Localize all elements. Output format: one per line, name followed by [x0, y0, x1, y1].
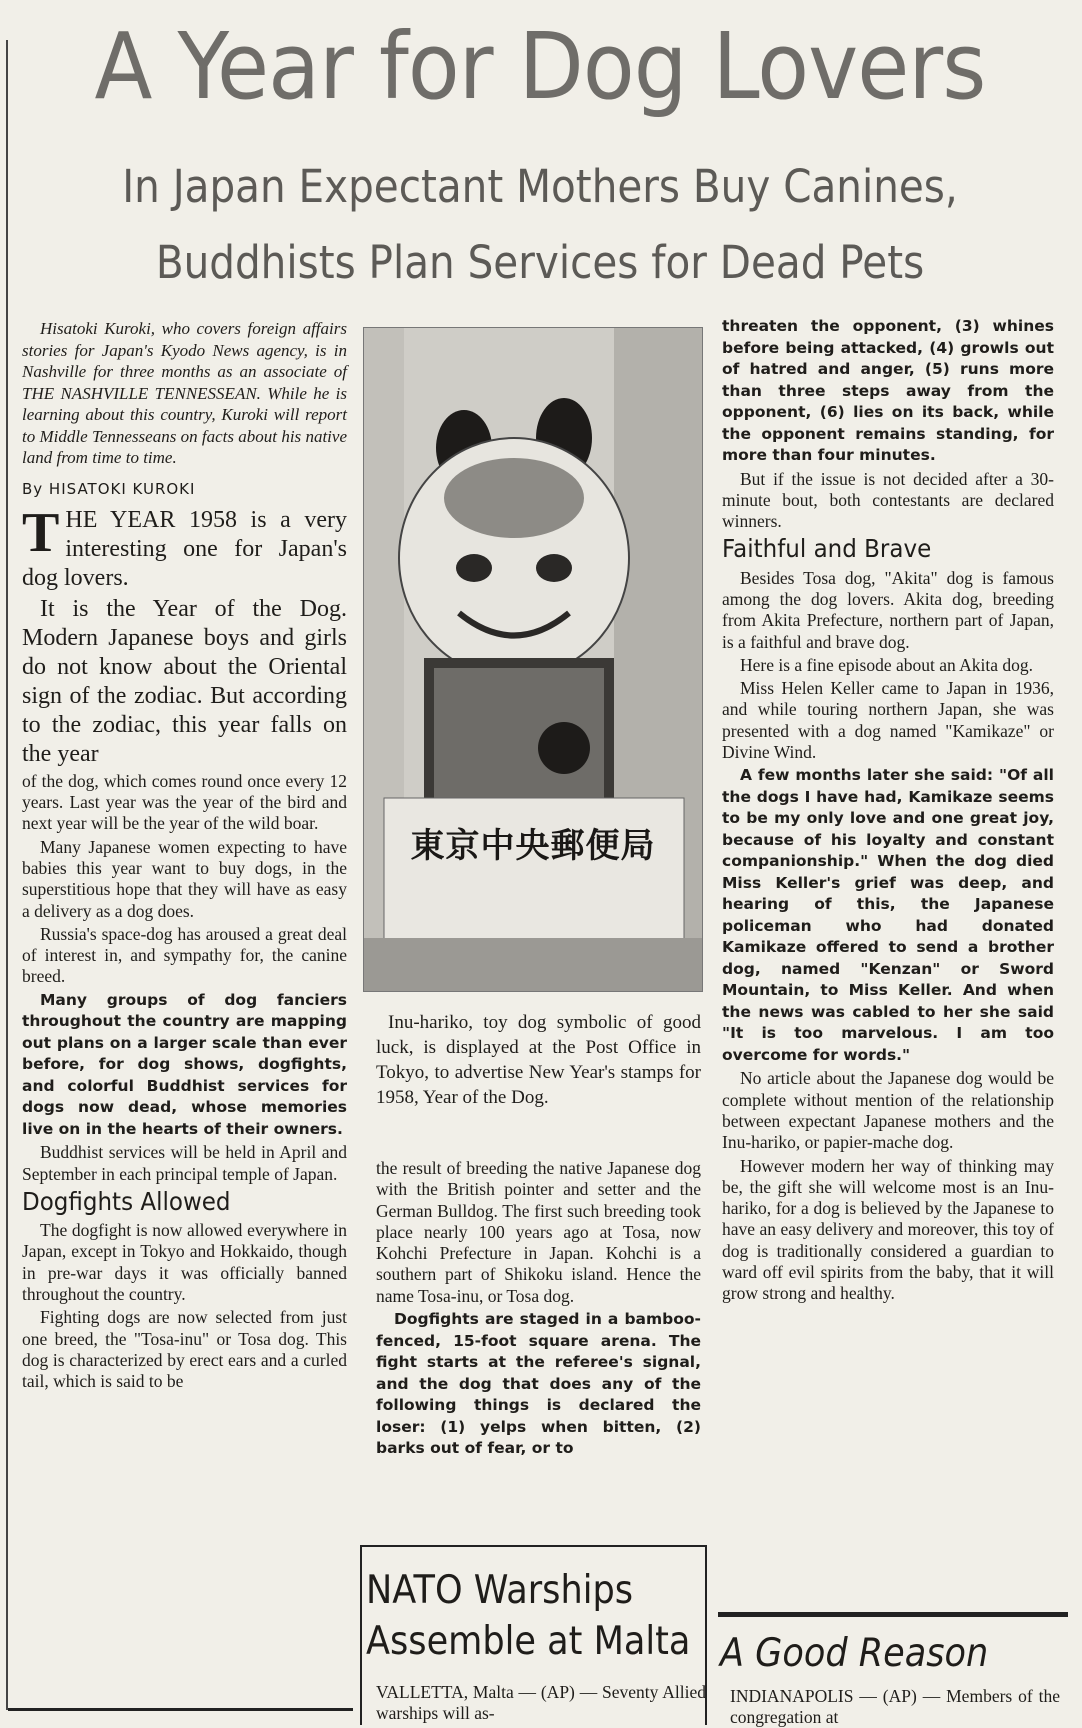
paragraph: Many Japanese women expecting to have babies this year want to buy dogs, in the superstitious hope that they will have as easy a delivery as a dog does. [22, 836, 347, 921]
lead-text-2: It is the Year of the Dog. Modern Japanese boys and girls do not know about the Oriental sign of the zodiac. But according to the zodiac, this year falls on the year [22, 595, 347, 767]
paragraph: Dogfights are staged in a bamboo-fenced, 15-foot square arena. The fight starts at the referee's signal, and the dog that does any of the following things is declared the loser: (1) yelps when bitten, (2) barks out of fear, or to [376, 1310, 701, 1458]
deck-line-1: In Japan Expectant Mothers Buy Canines, [122, 160, 958, 213]
nato-head-1: NATO Warships [366, 1568, 634, 1613]
editor-note-text: Hisatoki Kuroki, who covers foreign affairs stories for Japan's Kyodo News agency, is in Nashville for three months as an associate of THE NASHVILLE TENNESSEAN. While he is learning about this country, Kuroki will report to Middle Tennesseans on facts about his native land from time to time. [22, 319, 347, 467]
deck-line-2: Buddhists Plan Services for Dead Pets [155, 236, 925, 289]
photo-caption [376, 1010, 701, 1110]
paragraph: Fighting dogs are now selected from just one breed, the "Tosa-inu" or Tosa dog. This dog is characterized by erect ears and a curled tail, which is said to be [22, 1307, 347, 1392]
paragraph: of the dog, which comes round once every 12 years. Last year was the year of the bird and next year will be the year of the wild boar. [22, 770, 347, 834]
reason-rule [718, 1612, 1068, 1617]
paragraph: The dogfight is now allowed everywhere in Japan, except in Tokyo and Hokkaido, though in pre-war days it was officially banned throughout the country. [22, 1220, 347, 1305]
paragraph: Besides Tosa dog, "Akita" dog is famous among the dog lovers. Akita dog, breeding from Akita Prefecture, northern part of Japan, is a faithful and brave dog. [722, 567, 1054, 652]
column-rule [6, 40, 8, 1710]
headline: A Year for Dog Lovers [94, 13, 986, 120]
paragraph: Here is a fine episode about an Akita dog. [740, 654, 1034, 675]
paragraph: But if the issue is not decided after a 30-minute bout, both contestants are declared winners. [722, 468, 1054, 532]
column-1 [22, 318, 347, 1395]
paragraph: Buddhist services will be held in April and September in each principal temple of Japan. [22, 1142, 347, 1184]
paragraph: the result of breeding the native Japanese dog with the British pointer and setter and the German Bulldog. The first such breeding took place nearly 100 years ago at Tosa, now Kohchi Prefecture in Japan. Kohchi is a southern part of Shikoku island. Hence the name Tosa-inu, or Tosa dog. [376, 1158, 701, 1306]
nato-box-top [360, 1545, 705, 1547]
editor-note [22, 318, 347, 469]
subhead-faithful: Faithful and Brave [722, 534, 932, 564]
inu-hariko-image [364, 328, 702, 991]
column-3 [722, 316, 1054, 1307]
nato-box-left [360, 1545, 362, 1725]
lead-paragraph [22, 501, 347, 769]
dog-photo [363, 327, 703, 992]
caption-text: Inu-hariko, toy dog symbolic of good luck, is displayed at the Post Office in Tokyo, to advertise New Year's stamps for 1958, Year of the Dog. [376, 1012, 701, 1108]
paragraph: A few months later she said: "Of all the dogs I have had, Kamikaze seems to be my only love and one great joy, because of his loyalty and constant companionship." When the dog died Miss Keller's grief was deep, and hearing of this, the Japanese policeman who had donated Kamikaze offered to send a brother dog, named "Kenzan" or Sword Mountain, to Miss Keller. And when the news was cabled to her she said "It is too marvelous. I am too overcome for words." [722, 766, 1054, 1064]
subhead-dogfights: Dogfights Allowed [22, 1186, 231, 1216]
drop-cap: T [22, 501, 60, 564]
bottom-rule [8, 1708, 353, 1711]
reason-dateline: INDIANAPOLIS — (AP) — Members of the congregation at [730, 1686, 1060, 1727]
paragraph: Russia's space-dog has aroused a great deal of interest in, and sympathy for, the canine breed. [22, 923, 347, 987]
paragraph: Many groups of dog fanciers throughout the country are mapping out plans on a larger scale than ever before, for dog shows, dogfights, and colorful Buddhist services for dogs now dead, whose memories live on in the hearts of their owners. [22, 990, 347, 1138]
paragraph: No article about the Japanese dog would be complete without mention of the relationship between expectant Japanese mothers and the Inu-hariko, or papier-mache dog. [722, 1068, 1054, 1153]
nato-head-2: Assemble at Malta [366, 1619, 691, 1664]
lead-text-1: HE YEAR 1958 is a very interesting one for Japan's dog lovers. [22, 506, 347, 591]
paragraph: However modern her way of thinking may be, the gift she will welcome most is an Inu-hariko, for a dog is believed by the Japanese to have an easy delivery and moreover, this toy of dog is traditionally considered a guardian to ward off evil spirits from the baby, that it will grow strong and healthy. [722, 1155, 1054, 1304]
byline: By HISATOKI KUROKI [22, 479, 196, 498]
nato-dateline: VALLETTA, Malta — (AP) — Seventy Allied warships will as- [376, 1682, 706, 1723]
reason-head: A Good Reason [720, 1631, 989, 1676]
post-office-sign: 東京中央郵便局 [410, 826, 656, 866]
paragraph: Miss Helen Keller came to Japan in 1936, and while touring northern Japan, she was presented with a dog named "Kamikaze" or Divine Wind. [722, 678, 1054, 763]
paragraph: threaten the opponent, (3) whines before being attacked, (4) growls out of hatred and anger, (5) runs more than three steps away from the opponent, (6) lies on its back, while the opponent remains standing, for more than four minutes. [722, 317, 1054, 464]
column-2 [376, 1158, 701, 1462]
